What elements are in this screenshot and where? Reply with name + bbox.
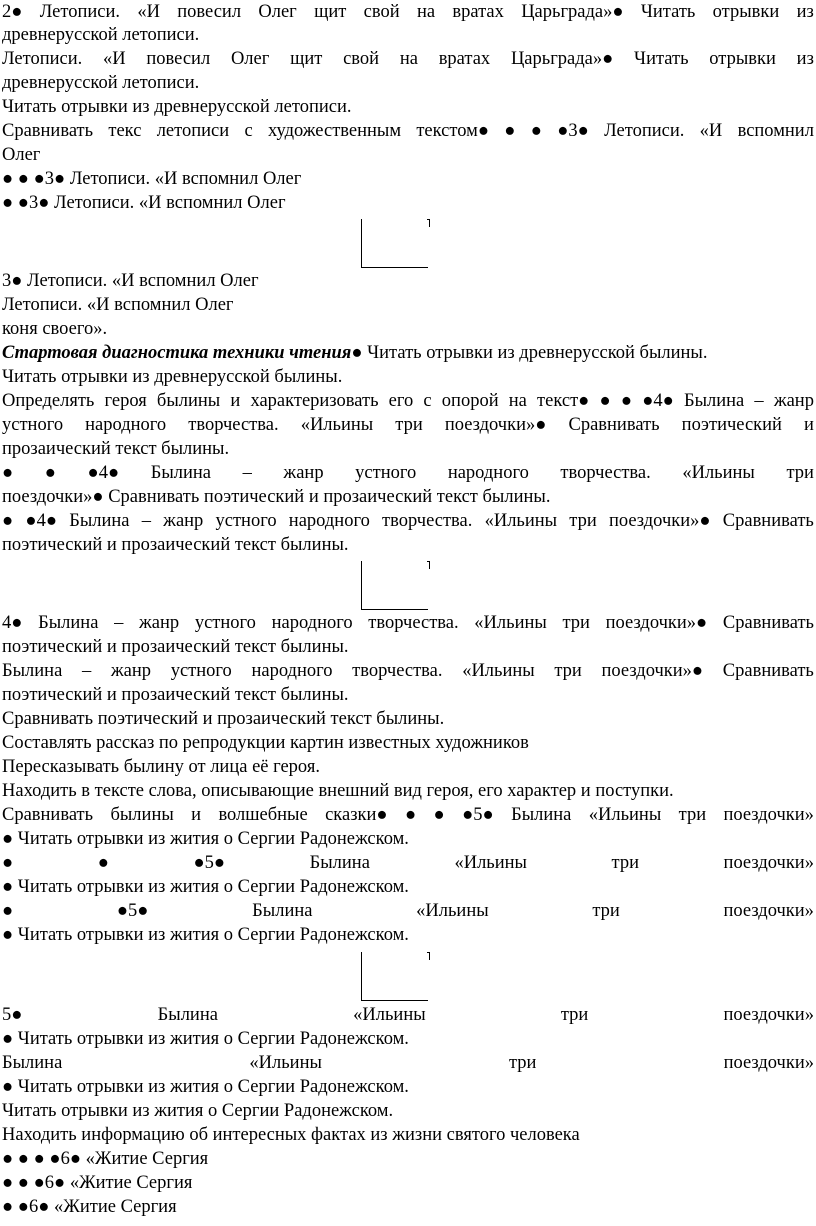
bracket-mark bbox=[361, 952, 428, 1001]
word: вратах bbox=[438, 49, 491, 69]
word: ● bbox=[97, 853, 109, 873]
word: Олег bbox=[230, 49, 270, 69]
word: 4● bbox=[2, 613, 23, 633]
word: ●3● bbox=[557, 121, 589, 141]
word: былины bbox=[156, 391, 221, 411]
word: былины bbox=[110, 805, 174, 825]
word: текст● bbox=[537, 391, 590, 411]
text-line: Сравнивать поэтический и прозаический текст былины. bbox=[2, 709, 445, 729]
text-line: коня своего». bbox=[2, 319, 108, 339]
word: ● bbox=[599, 391, 611, 411]
word: Сравнивать bbox=[722, 613, 814, 633]
word: Былина bbox=[38, 613, 99, 633]
word: поездочки» bbox=[723, 1005, 814, 1025]
word: ●5● bbox=[116, 901, 149, 921]
word: ● bbox=[2, 901, 14, 921]
word: ● bbox=[504, 121, 516, 141]
word: устного bbox=[2, 415, 64, 435]
word: с bbox=[423, 391, 432, 411]
word: – bbox=[114, 613, 124, 633]
text-line: прозаический текст былины. bbox=[2, 439, 230, 459]
word: устного bbox=[355, 463, 417, 483]
word: Читать bbox=[634, 49, 689, 69]
word: устного bbox=[170, 661, 232, 681]
text-line bbox=[2, 899, 814, 923]
word: из bbox=[796, 49, 814, 69]
word: ● bbox=[2, 511, 14, 531]
word: жанр bbox=[283, 463, 324, 483]
word: на bbox=[416, 2, 436, 22]
word: Былина bbox=[2, 661, 63, 681]
text-line: Олег bbox=[2, 145, 41, 165]
text-line: Находить в тексте слова, описывающие внешний вид героя, его характер и поступки. bbox=[2, 781, 674, 801]
word: Сравнивать bbox=[2, 805, 94, 825]
word: три bbox=[611, 853, 639, 873]
word: Былина bbox=[2, 1053, 63, 1073]
word: характеризовать bbox=[250, 391, 379, 411]
word: «Ильины bbox=[588, 805, 662, 825]
word: ● bbox=[433, 805, 445, 825]
word: героя bbox=[104, 391, 147, 411]
word: поездочки»● bbox=[601, 661, 704, 681]
word: ●5● bbox=[462, 805, 494, 825]
word: три bbox=[569, 511, 597, 531]
word: текс bbox=[108, 121, 142, 141]
text-line: ● Читать отрывки из жития о Сергии Радонежском. bbox=[2, 925, 409, 945]
word: творчества. bbox=[382, 511, 473, 531]
text-line: ● Читать отрывки из жития о Сергии Радонежском. bbox=[2, 877, 409, 897]
text-line: Читать отрывки из жития о Сергии Радонежском. bbox=[2, 1101, 394, 1121]
word: народного bbox=[447, 463, 529, 483]
word: ● bbox=[44, 463, 56, 483]
word: поездочки» bbox=[723, 805, 814, 825]
word: творчества. bbox=[368, 613, 459, 633]
text-line bbox=[2, 509, 814, 533]
word: вспомнил bbox=[737, 121, 814, 141]
word: волшебные bbox=[218, 805, 308, 825]
word: «Ильины bbox=[474, 613, 547, 633]
word: ● bbox=[620, 391, 633, 411]
text-line: Составлять рассказ по репродукции картин известных художников bbox=[2, 733, 529, 753]
text-line: Находить информацию об интересных фактах из жизни святого человека bbox=[2, 1125, 580, 1145]
text-line: Читать отрывки из древнерусской летописи. bbox=[2, 97, 352, 117]
text-line: ● ●6● «Житие Сергия bbox=[2, 1197, 177, 1217]
word: свой bbox=[343, 49, 380, 69]
text-line bbox=[2, 389, 814, 413]
word: ●4● bbox=[25, 511, 57, 531]
text-line: ● Читать отрывки из жития о Сергии Радонежском. bbox=[2, 1077, 409, 1097]
word: повесил bbox=[177, 2, 242, 22]
word: три bbox=[554, 661, 582, 681]
word: опорой bbox=[441, 391, 499, 411]
word: устного bbox=[194, 613, 256, 633]
word: народного bbox=[251, 661, 333, 681]
word: с bbox=[244, 121, 253, 141]
text-line bbox=[2, 1051, 814, 1075]
word: 5● bbox=[2, 1005, 23, 1025]
word: Былина bbox=[69, 511, 130, 531]
word: ●5● bbox=[193, 853, 226, 873]
word: творчества. bbox=[352, 661, 443, 681]
word: «Ильины bbox=[484, 511, 558, 531]
word: «И bbox=[137, 2, 160, 22]
word: Царьграда»● bbox=[521, 2, 624, 22]
bracket-mark bbox=[361, 219, 428, 268]
text-line: поэтический и прозаический текст былины. bbox=[2, 535, 349, 555]
text-line: древнерусской летописи. bbox=[2, 73, 200, 93]
word: жанр bbox=[139, 613, 180, 633]
word: ●4● bbox=[87, 463, 120, 483]
word: и bbox=[804, 415, 814, 435]
word: «Ильины bbox=[682, 463, 755, 483]
word: летописи bbox=[156, 121, 230, 141]
word: поэтический bbox=[681, 415, 782, 435]
word: три bbox=[786, 463, 814, 483]
text-line: Читать отрывки из древнерусской былины. bbox=[2, 367, 343, 387]
word: Читать bbox=[640, 2, 696, 22]
word: 2● bbox=[2, 2, 23, 22]
word: Былина bbox=[683, 391, 745, 411]
word: три bbox=[592, 901, 620, 921]
text-line bbox=[2, 0, 814, 24]
word: сказки● bbox=[325, 805, 388, 825]
word: вратах bbox=[452, 2, 504, 22]
text-line: Пересказывать былину от лица её героя. bbox=[2, 757, 320, 777]
section-heading: Стартовая диагностика техники чтения bbox=[2, 343, 352, 363]
word: текстом● bbox=[416, 121, 489, 141]
word: его bbox=[388, 391, 414, 411]
word: художественным bbox=[267, 121, 402, 141]
text-line bbox=[2, 611, 814, 635]
word: «И bbox=[103, 49, 126, 69]
text-line bbox=[2, 659, 814, 683]
word: жанр bbox=[110, 661, 152, 681]
word: «Ильины bbox=[462, 661, 535, 681]
text-line bbox=[2, 803, 814, 827]
word: Олег bbox=[258, 2, 297, 22]
text-line bbox=[2, 119, 814, 143]
word: творчества. bbox=[560, 463, 651, 483]
word: Летописи. bbox=[39, 2, 121, 22]
text-line: ● Читать отрывки из жития о Сергии Радонежском. bbox=[2, 1029, 409, 1049]
word: «Ильины bbox=[300, 415, 374, 435]
word: ● bbox=[2, 853, 14, 873]
bracket-mark bbox=[361, 561, 428, 610]
word: три bbox=[560, 1005, 589, 1025]
word: щит bbox=[290, 49, 323, 69]
heading-rest: ● Читать отрывки из древнерусской былины. bbox=[351, 343, 708, 363]
word: творчества. bbox=[188, 415, 279, 435]
word: Летописи. bbox=[2, 49, 83, 69]
text-line bbox=[2, 47, 814, 71]
word: «Ильины bbox=[454, 853, 527, 873]
word: ● bbox=[530, 121, 542, 141]
word: – bbox=[141, 511, 151, 531]
word: Сравнивать bbox=[568, 415, 660, 435]
text-line bbox=[2, 341, 814, 365]
text-line: 3● Летописи. «И вспомнил Олег bbox=[2, 271, 259, 291]
word: свой bbox=[363, 2, 400, 22]
text-line: поэтический и прозаический текст былины. bbox=[2, 685, 349, 705]
text-line bbox=[2, 851, 814, 875]
word: Определять bbox=[2, 391, 95, 411]
text-line: древнерусской летописи. bbox=[2, 25, 200, 45]
word: ●4● bbox=[642, 391, 674, 411]
word: народного bbox=[85, 415, 167, 435]
word: – bbox=[81, 661, 92, 681]
word: «Ильины bbox=[353, 1005, 426, 1025]
word: народного bbox=[288, 511, 370, 531]
word: Былина bbox=[150, 463, 212, 483]
word: поездочки»● bbox=[608, 511, 711, 531]
word: Сравнивать bbox=[722, 661, 814, 681]
text-line: поездочки»● Сравнивать поэтический и прозаический текст былины. bbox=[2, 487, 551, 507]
word: на bbox=[508, 391, 527, 411]
word: Сравнивать bbox=[722, 511, 814, 531]
word: три bbox=[395, 415, 423, 435]
word: Былина bbox=[252, 901, 313, 921]
text-line: ● ●3● Летописи. «И вспомнил Олег bbox=[2, 193, 286, 213]
word: Летописи. bbox=[604, 121, 685, 141]
word: поездочки» bbox=[723, 1053, 814, 1073]
text-line bbox=[2, 1003, 814, 1027]
word: щит bbox=[314, 2, 347, 22]
word: Былина bbox=[309, 853, 370, 873]
word: жанр bbox=[163, 511, 204, 531]
word: Былина bbox=[511, 805, 572, 825]
word: и bbox=[191, 805, 202, 825]
word: «Ильины bbox=[249, 1053, 322, 1073]
word: Сравнивать bbox=[2, 121, 94, 141]
text-line bbox=[2, 461, 814, 485]
text-line bbox=[2, 413, 814, 437]
word: устного bbox=[215, 511, 277, 531]
text-line: ● ● ● ●6● «Житие Сергия bbox=[2, 1149, 209, 1169]
word: и bbox=[230, 391, 241, 411]
word: жанр bbox=[773, 391, 814, 411]
text-line: ● ● ●6● «Житие Сергия bbox=[2, 1173, 193, 1193]
word: три bbox=[678, 805, 707, 825]
word: ● bbox=[2, 463, 14, 483]
word: – bbox=[754, 391, 764, 411]
word: «Ильины bbox=[416, 901, 489, 921]
word: отрывки bbox=[712, 2, 780, 22]
text-line: ● Читать отрывки из жития о Сергии Радонежском. bbox=[2, 829, 409, 849]
word: ● bbox=[404, 805, 417, 825]
word: три bbox=[562, 613, 590, 633]
word: из bbox=[796, 2, 814, 22]
word: Былина bbox=[157, 1005, 218, 1025]
word: – bbox=[242, 463, 252, 483]
word: три bbox=[509, 1053, 537, 1073]
word: на bbox=[399, 49, 418, 69]
text-line: Летописи. «И вспомнил Олег bbox=[2, 295, 234, 315]
word: поездочки» bbox=[723, 853, 814, 873]
word: повесил bbox=[146, 49, 211, 69]
text-line: ● ● ●3● Летописи. «И вспомнил Олег bbox=[2, 169, 302, 189]
word: поездочки» bbox=[723, 901, 814, 921]
word: поездочки»● bbox=[605, 613, 708, 633]
word: отрывки bbox=[709, 49, 776, 69]
text-line: поэтический и прозаический текст былины. bbox=[2, 637, 349, 657]
word: народного bbox=[271, 613, 353, 633]
word: «И bbox=[699, 121, 723, 141]
word: поездочки»● bbox=[444, 415, 547, 435]
word: Царьграда»● bbox=[510, 49, 614, 69]
